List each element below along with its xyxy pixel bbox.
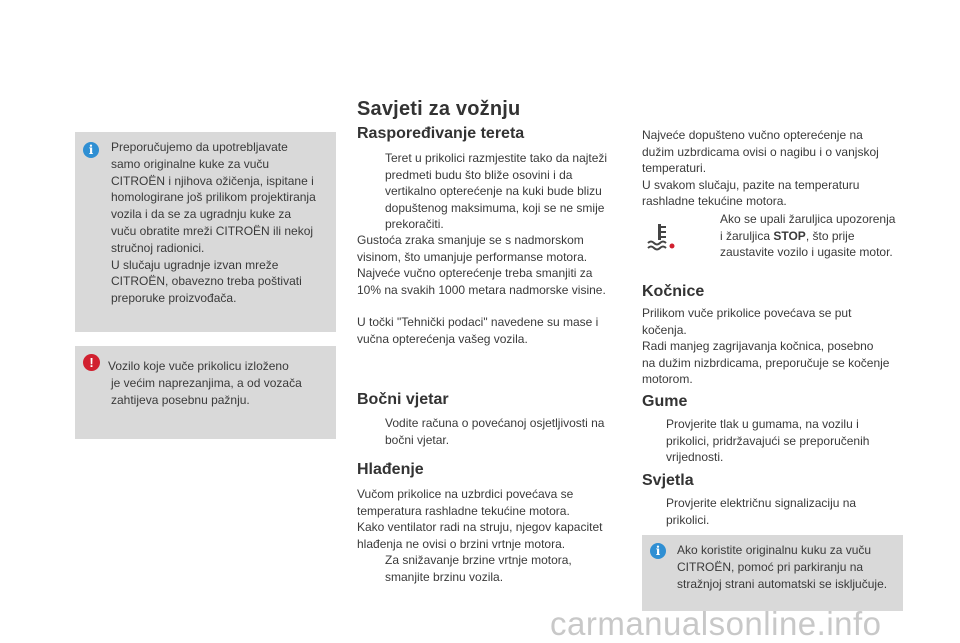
bullet-warning-light: Ako se upali žaruljica upozorenja i žaruljica STOP, što prije zaustavite vozilo i ugasite motor. xyxy=(720,212,896,260)
paragraph-technical-data: U točki "Tehnički podaci" navedene su mase i vučna opterećenja vašeg vozila. xyxy=(357,315,599,346)
heading-brakes: Kočnice xyxy=(642,283,705,300)
info-icon: i xyxy=(83,142,99,158)
bullet-tyres: Provjerite tlak u gumama, na vozilu i prikolici, pridržavajući se preporučenih vrijednosti. xyxy=(666,417,870,465)
bullet-load-distribution: Teret u prikolici razmjestite tako da najteži predmeti budu što bliže osovini i da vertikalno opterećenje na kuki bude blizu dopuštenog maksimuma, koji se ne smije prekoračiti. xyxy=(385,151,608,232)
bullet-lights: Provjerite električnu signalizaciju na prikolici. xyxy=(666,496,857,527)
heading-load-distribution: Raspoređivanje tereta xyxy=(357,125,525,142)
info-box-parking-text: Ako koristite originalnu kuku za vuču CITROËN, pomoć pri parkiranju na stražnjoj strani automatski se isključuje. xyxy=(677,543,888,591)
bullet-cooling: Za snižavanje brzine vrtnje motora, smanjite brzinu vozila. xyxy=(385,553,572,584)
stop-label: STOP xyxy=(773,228,806,243)
heading-tyres: Gume xyxy=(642,393,688,410)
coolant-temperature-icon xyxy=(645,222,675,252)
warning-box-text: Vozilo koje vuče prikolicu izloženo je većim naprezanjima, a od vozača zahtijeva posebnu pažnju. xyxy=(108,359,302,407)
paragraph-cooling: Vučom prikolice na uzbrdici povećava se temperatura rashladne tekućine motora. Kako ventilator radi na struju, njegov kapacitet hlađenja ne ovisi o brzini vrtnje motora. xyxy=(357,487,603,551)
paragraph-max-towing-load: Najveće dopušteno vučno opterećenje na dužim uzbrdicama ovisi o nagibu i o vanjskoj temperaturi. U svakom slučaju, pazite na temperaturu rashladne tekućine motora. xyxy=(642,128,879,209)
watermark: carmanualsonline.info xyxy=(550,605,882,642)
bullet-crosswind: Vodite računa o povećanoj osjetljivosti na bočni vjetar. xyxy=(385,416,605,447)
heading-cooling: Hlađenje xyxy=(357,461,424,478)
paragraph-air-density: Gustoća zraka smanjuje se s nadmorskom visinom, što umanjuje performanse motora. Najveće vučno opterećenje treba smanjiti za 10% na svakih 1000 metara nadmorske visine. xyxy=(357,233,606,297)
warning-icon: ! xyxy=(83,354,100,371)
page-title: Savjeti za vožnju xyxy=(357,98,521,120)
heading-crosswind: Bočni vjetar xyxy=(357,391,449,408)
info-icon: i xyxy=(650,543,666,559)
info-box-text: Preporučujemo da upotrebljavate samo originalne kuke za vuču CITROËN i njihova ožičenja, ispitane i homologirane još prilikom projektiranja vozila i da se za ugradnju kuke za vuču obratite mreži CITROËN ili nekoj stručnoj radionici. U slučaju ugradnje izvan mreže CITROËN, obavezno treba poštivati preporuke proizvođača. xyxy=(111,140,316,306)
paragraph-brakes: Prilikom vuče prikolice povećava se put kočenja. Radi manjeg zagrijavanja kočnica, posebno na dužim nizbrdicama, preporučuje se kočenje motorom. xyxy=(642,306,890,387)
heading-lights: Svjetla xyxy=(642,472,694,489)
